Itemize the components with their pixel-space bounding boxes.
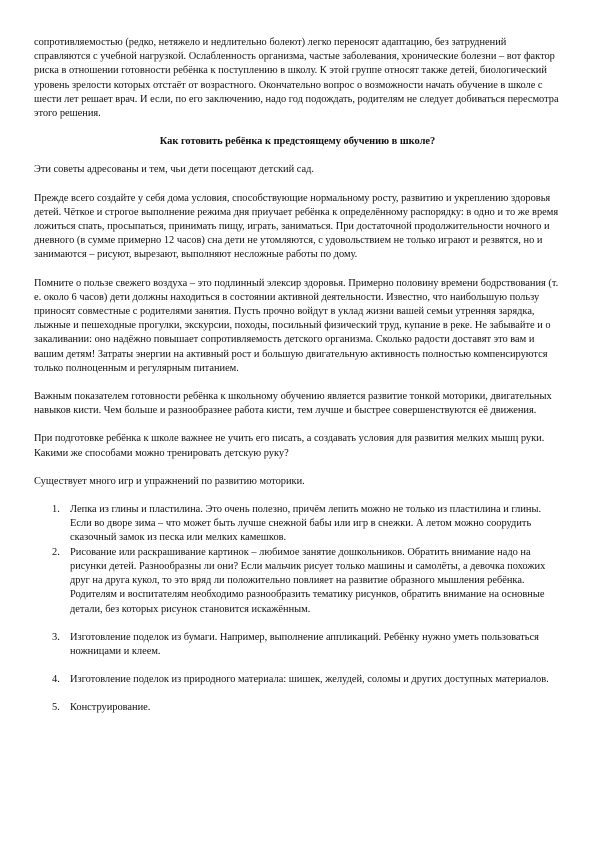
list-text: Лепка из глины и пластилина. Это очень полезно, причём лепить можно не только из пластилина и глины. Если во дворе зима – что может быть лучше снежной бабы или игр в снежки. А летом можно соорудить сказочный замок из песка или мелких камешков.	[70, 504, 542, 544]
paragraph-intro: сопротивляемостью (редко, нетяжело и недлительно болеют) легко переносят адаптацию, без затруднений справляются с учебной нагрузкой. Ослабленность организма, частые заболевания, хронические болезни – вот фактор риска в отношении готовности ребёнка к поступлению в школу. К этой группе относят также детей, биологический уровень зрелости которых отстаёт от возрастного. Окончательно вопрос о возможности начать обучение в школе с шести лет решает врач. И если, по его заключению, надо год подождать, родителям не следует добиваться пересмотра этого решения.	[34, 37, 559, 120]
motor-skills-list	[34, 503, 561, 715]
list-text: Изготовление поделок из природного материала: шишек, желудей, соломы и других доступных материалов.	[70, 674, 549, 686]
list-text: Рисование или раскрашивание картинок – любимое занятие дошкольников. Обратить внимание надо на рисунки детей. Разнообразны ли они? Если мальчик рисует только машины и самолёты, а девочка похожих друг на друга кукол, то это вряд ли положительно повлияет на развитие образного мышления ребёнка. Родителям и воспитателям необходимо разнообразить тематику рисунков, обратить внимание на основные детали, без которых рисунок становится искажённым.	[70, 546, 546, 615]
paragraph: Существует много игр и упражнений по развитию моторики.	[34, 475, 305, 487]
list-number: 2.	[52, 546, 60, 558]
list-item	[34, 631, 561, 659]
list-number: 5.	[52, 702, 60, 714]
paragraph: Прежде всего создайте у себя дома условия, способствующие нормальному росту, развитию и укреплению здоровья детей. Чёткое и строгое выполнение режима дня приучает ребёнка к определённому распорядку: в одно и то же время ложиться спать, просыпаться, принимать пищу, играть, заниматься. При достаточной продолжительности ночного и дневного (в сумме примерно 12 часов) сна дети не утомляются, с удовольствием не только играют и резвятся, но и занимаются – рисуют, вырезают, выполняют несложные работы по дому.	[34, 192, 559, 261]
list-text: Конструирование.	[70, 702, 151, 714]
list-number: 4.	[52, 674, 60, 686]
list-item	[34, 701, 561, 715]
list-item	[34, 503, 561, 546]
paragraph: Эти советы адресованы и тем, чьи дети посещают детский сад.	[34, 164, 314, 176]
list-item	[34, 673, 561, 687]
list-number: 1.	[52, 504, 60, 516]
list-number: 3.	[52, 631, 60, 643]
paragraph: Помните о пользе свежего воздуха – это подлинный элексир здоровья. Примерно половину времени бодрствования (т. е. около 6 часов) дети должны находиться в состоянии активной деятельности. Известно, что наибольшую пользу приносят совместные с родителями занятия. Пусть прочно войдут в уклад жизни вашей семьи утренняя зарядка, лыжные и пешеходные прогулки, экскурсии, походы, посильный физический труд, купание в реке. Не забывайте и о закаливании: оно надёжно повышает сопротивляемость детского организма. Сколько радости доставят это вам и вашим детям! Затраты энергии на активный рост и большую двигательную активность полностью компенсируются только полноценным и регулярным питанием.	[34, 277, 559, 374]
list-item	[34, 546, 561, 617]
paragraph: При подготовке ребёнка к школе важнее не учить его писать, а создавать условия для развития мелких мышц руки. Какими же способами можно тренировать детскую руку?	[34, 433, 545, 459]
paragraph: Важным показателем готовности ребёнка к школьному обучению является развитие тонкой моторики, двигательных навыков кисти. Чем больше и разнообразнее работа кисти, тем лучше и быстрее совершенствуются её движения.	[34, 391, 552, 417]
list-text: Изготовление поделок из бумаги. Например, выполнение аппликаций. Ребёнку нужно уметь пользоваться ножницами и клеем.	[70, 631, 539, 657]
section-heading: Как готовить ребёнка к предстоящему обучению в школе?	[159, 136, 436, 148]
